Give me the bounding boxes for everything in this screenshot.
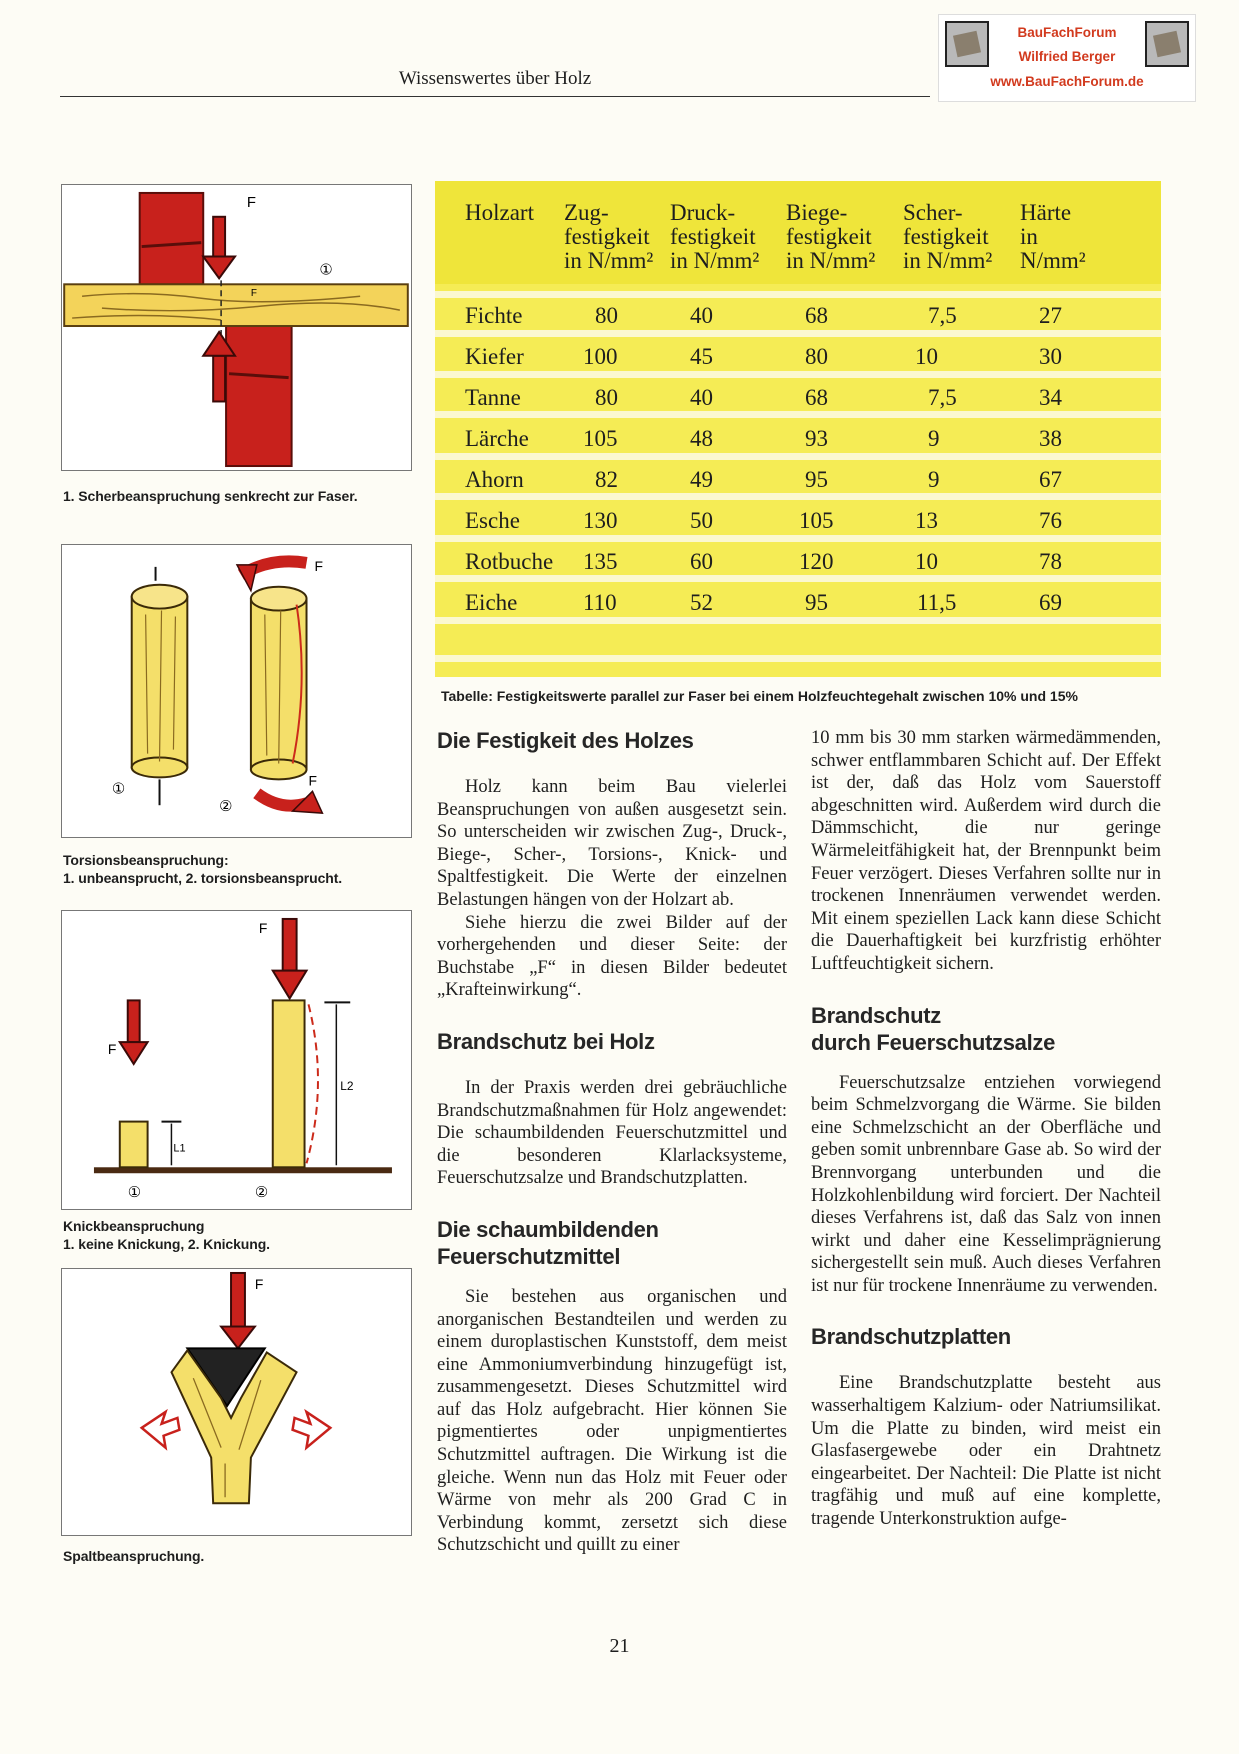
- table-row: Lärche 105 48 93 9 38: [465, 426, 1062, 451]
- col-header-zug: Zug- festigkeit in N/mm²: [564, 200, 654, 273]
- table-header: [435, 181, 1161, 284]
- marker-2: ②: [219, 797, 233, 816]
- buckling-caption-2: 1. keine Knickung, 2. Knickung.: [63, 1236, 270, 1252]
- col-header-scher: Scher- festigkeit in N/mm²: [903, 200, 993, 273]
- force-label: F: [246, 194, 257, 211]
- table-row: Ahorn 82 49 95 9 67: [465, 467, 1062, 492]
- page-number: 21: [609, 1635, 630, 1657]
- table-row: Rotbuche 135 60 120 10 78: [465, 549, 1062, 574]
- table-row: Kiefer 100 45 80 10 30: [465, 344, 1062, 369]
- bau-fach-forum-logo[interactable]: [938, 14, 1196, 102]
- torsion-caption-2: 1. unbeansprucht, 2. torsionsbeansprucht.: [63, 870, 343, 886]
- table-row: Fichte 80 40 68 7,5 27: [465, 303, 1062, 328]
- length-1: L1: [173, 1142, 186, 1155]
- heading-salze-1: Brandschutz: [811, 1002, 941, 1028]
- logo-line-1: BauFachForum: [1017, 25, 1117, 40]
- marker-1: ①: [127, 1183, 142, 1202]
- buckling-caption-1: Knickbeanspruchung: [63, 1218, 205, 1234]
- table-row: Eiche 110 52 95 11,5 69: [465, 590, 1062, 615]
- heading-schaum-1: Die schaumbildenden: [437, 1216, 659, 1242]
- col-header-holzart: Holzart: [465, 200, 534, 225]
- table-caption: Tabelle: Festigkeitswerte parallel zur Faser bei einem Holzfeuchtegehalt zwischen 10% und 15%: [441, 688, 1078, 704]
- logo-line-2: Wilfried Berger: [1018, 49, 1116, 64]
- continued-paragraph: 10 mm bis 30 mm starken wärmedämmenden, schwer entflammbaren Schicht auf. Der Effekt ist der, daß das Holz vom Sauerstoff abgeschnitten wird. Außerdem wird durch die Dämmschicht, die nur geringe Wärmeleitfähigkeit hat, der Brennpunkt beim Feuer verzögert. Dieses Verfahren sollte nur in trockenen Innenräumen verwendet werden. Mit einem speziellen Lack kann diese Schicht die Dauerhaftigkeit bei kurzfristig erhöhter Luftfeuchtigkeit sichern.: [811, 728, 1161, 974]
- logo-picture-icon: [1145, 21, 1189, 67]
- marker-2: ②: [254, 1183, 269, 1202]
- heading-platten: Brandschutzplatten: [811, 1324, 1011, 1350]
- brandschutz-paragraph: In der Praxis werden drei gebräuchliche Brandschutzmaßnahmen für Holz angewendet: Die schaumbildenden Feuerschutzmittel und die besonderen Klarlacksysteme, Feuerschutzsalze und Brandschutzplatten.: [437, 1077, 787, 1189]
- table-row: Esche 130 50 105 13 76: [465, 508, 1062, 533]
- heading-festigkeit: Die Festigkeit des Holzes: [437, 728, 694, 753]
- shear-figure: [61, 184, 412, 471]
- force-label-2: F: [258, 919, 268, 936]
- torsion-illustration: [62, 545, 411, 837]
- col-header-haerte: Härte in N/mm²: [1020, 200, 1086, 273]
- strength-table: [435, 181, 1161, 677]
- salze-paragraph: Feuerschutzsalze entziehen vorwiegend beim Schmelzvorgang die Wärme. Sie bilden eine Schmelzschicht an der Oberfläche und geben somit unbrennbare Gase ab. So wird der Brennvorgang unterbunden und die Holzkohlenbildung wird forciert. Der Nachteil dieses Verfahrens ist, daß das Salz von innen wirkt und daher eine Kesselimprägnierung sichergestellt sein muß. Auch dieses Verfahren ist nur für trockene Innenräume zu verwenden.: [811, 1072, 1161, 1296]
- buckling-illustration: [62, 911, 411, 1209]
- festigkeit-paragraph-1: Holz kann beim Bau vielerlei Beanspruchungen von außen ausgesetzt sein. So unterscheiden wir zwischen Zug-, Druck-, Biege-, Scher-, Torsions-, Knick- und Spaltfestigkeit. Die Werte der einzelnen Belastungen hängen von der Holzart ab.: [437, 777, 787, 910]
- heading-schaum-2: Feuerschutzmittel: [437, 1243, 621, 1269]
- buckling-figure: [61, 910, 412, 1210]
- shear-illustration: [62, 185, 411, 470]
- text-column-right: [811, 727, 1161, 1531]
- force-label: F: [254, 1275, 264, 1292]
- shear-caption: 1. Scherbeanspruchung senkrecht zur Faser.: [63, 488, 358, 504]
- running-title: Wissenswertes über Holz: [398, 68, 592, 89]
- heading-salze-2: durch Feuerschutzsalze: [811, 1029, 1056, 1055]
- col-header-druck: Druck- festigkeit in N/mm²: [670, 200, 760, 273]
- length-2: L2: [340, 1078, 354, 1093]
- header-rule: [60, 96, 930, 97]
- heading-brandschutz: Brandschutz bei Holz: [437, 1028, 655, 1054]
- splitting-caption: Spaltbeanspruchung.: [63, 1548, 205, 1564]
- force-label-top: F: [314, 557, 323, 574]
- schaum-paragraph: Sie bestehen aus organischen und anorganischen Bestandteilen und werden zu einem duroplastischen Kunststoff, dem meist eine Ammoniumverbindung hinzugefügt ist, zusammengesetzt. Dieses Schutzmittel wird auf das Holz aufgebracht. Hier können Sie pigmentiertes oder unpigmentiertes Schutzmittel auftragen. Die Wirkung ist die gleiche. Wenn nun das Holz mit Feuer oder Wärme von mehr als 200 Grad C in Verbindung kommt, zersetzt sich diese Schutzschicht und quillt zu einer: [437, 1286, 787, 1556]
- force-label-1: F: [107, 1041, 117, 1058]
- splitting-figure: [61, 1268, 412, 1536]
- text-column-left: [437, 727, 787, 1557]
- platten-paragraph: Eine Brandschutzplatte besteht aus wasserhaltigem Kalzium- oder Natriumsilikat. Um die Platte zu binden, wird meist ein Glasfasergewebe oder ein Drahtnetz eingearbeitet. Der Nachteil: Die Platte ist nicht tragfähig und muß auf eine komplette, tragende Unterkonstruktion aufge-: [811, 1373, 1161, 1530]
- torsion-caption-1: Torsionsbeanspruchung:: [63, 852, 229, 868]
- festigkeit-paragraph-2: Siehe hierzu die zwei Bilder auf der vorhergehenden und dieser Seite: der Buchstabe „F“ in diesen Bilder bedeutet „Krafteinwirkung“.: [437, 912, 787, 1001]
- col-header-biege: Biege- festigkeit in N/mm²: [786, 200, 876, 273]
- logo-url[interactable]: www.BauFachForum.de: [990, 74, 1144, 89]
- table-row: Tanne 80 40 68 7,5 34: [465, 385, 1062, 410]
- force-label-bottom: F: [308, 772, 318, 789]
- marker-1: ①: [111, 779, 126, 798]
- marker-1: ①: [319, 260, 333, 279]
- logo-picture-icon: [945, 21, 989, 67]
- force-label-small: F: [250, 288, 257, 300]
- splitting-illustration: [62, 1269, 411, 1535]
- torsion-figure: [61, 544, 412, 838]
